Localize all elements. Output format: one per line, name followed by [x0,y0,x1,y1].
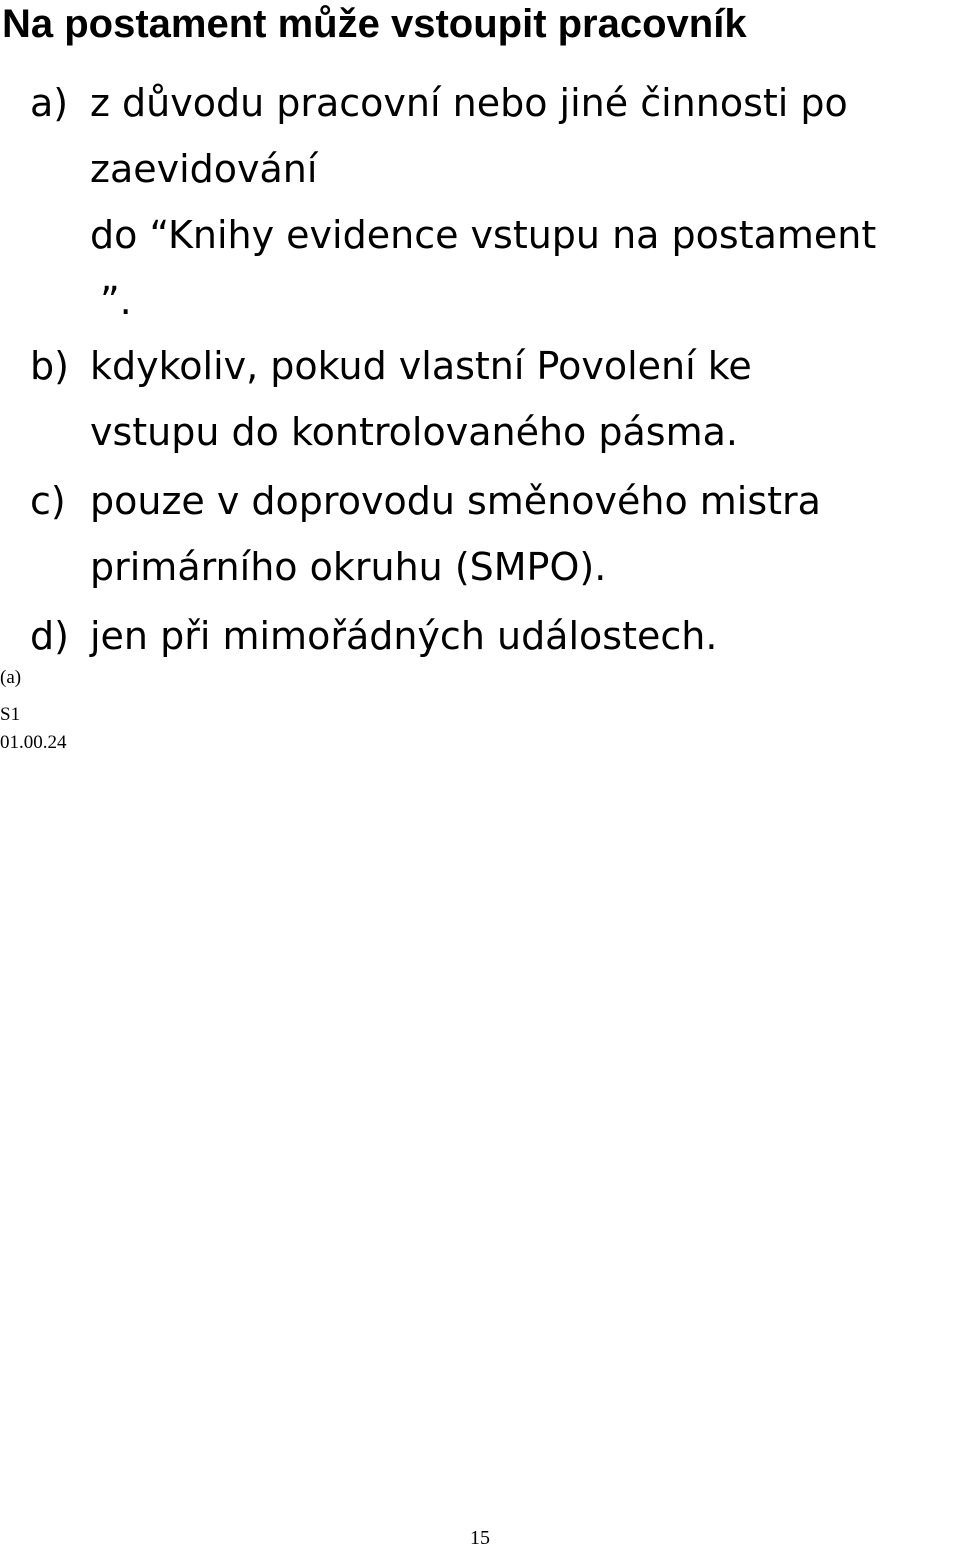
option-line: vstupu do kontrolovaného pásma. [90,410,738,454]
option-line: kdykoliv, pokud vlastní Povolení ke [90,344,752,388]
option-letter: c) [30,479,66,523]
option-letter: d) [30,614,69,658]
option-line: do “Knihy evidence vstupu na postament [90,213,877,257]
option-letter: a) [30,81,69,125]
option-letter: b) [30,344,69,388]
page-title: Na postament může vstoupit pracovník [2,2,747,46]
option-d [30,603,960,669]
correct-answer: (a) [0,667,22,688]
page-number: 15 [470,1527,490,1549]
option-line: jen při mimořádných událostech. [90,614,718,658]
option-line: pouze v doprovodu směnového mistra [90,479,821,523]
option-c [30,468,960,600]
option-b [30,333,960,465]
question-date: 01.00.24 [0,732,67,753]
option-text [90,603,960,669]
option-text [90,468,960,600]
option-line: primárního okruhu (SMPO). [90,545,607,589]
option-text [90,333,960,465]
option-a [30,70,960,334]
option-line-tail: ”. [100,279,132,323]
question-code: S1 [0,704,21,725]
option-line: z důvodu pracovní nebo jiné činnosti po [90,81,848,125]
option-text [90,70,960,334]
option-line: zaevidování [90,147,318,191]
